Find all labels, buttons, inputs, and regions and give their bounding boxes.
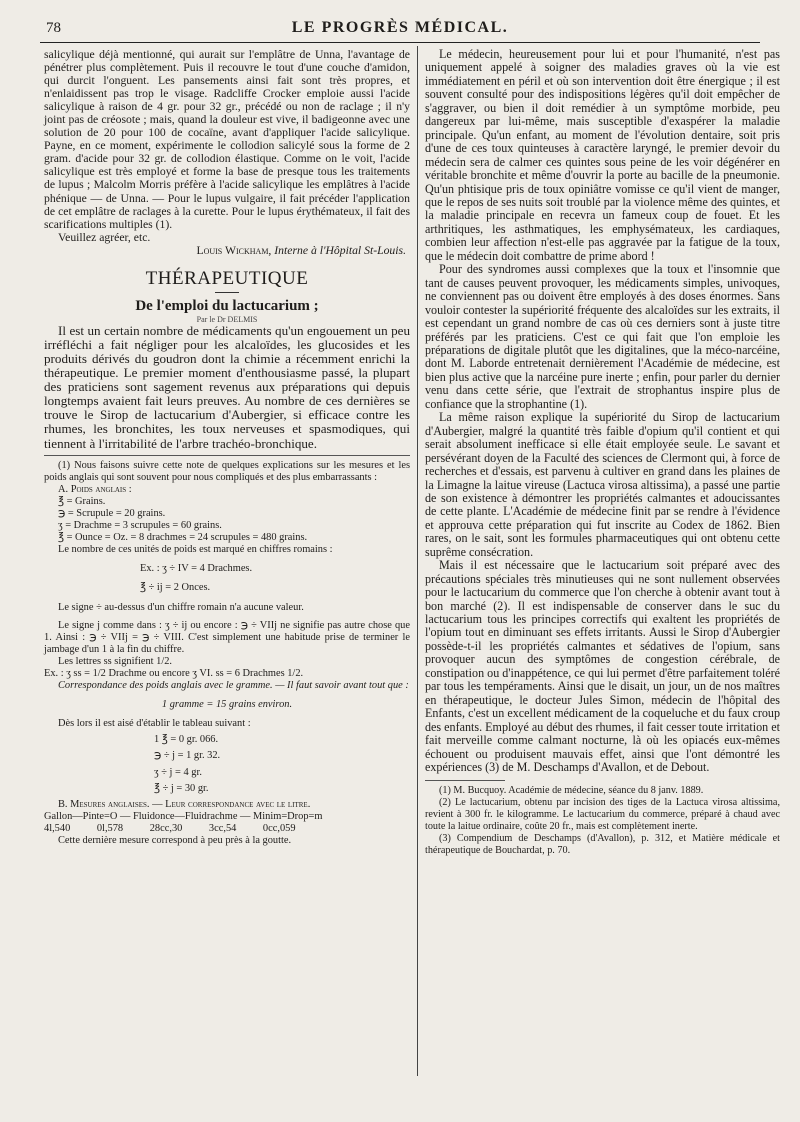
footnote: (3) Compendium de Deschamps (d'Avallon), p. 312, et Matière médicale et thérapeutique de Bouchardat, p. 70.	[425, 833, 780, 856]
section-title: THÉRAPEUTIQUE	[145, 267, 309, 289]
page-header	[40, 14, 760, 43]
byline: Par le Dr DELMIS	[196, 315, 258, 325]
weight-def: ʒ = Drachme = 3 scrupules = 60 grains.	[58, 520, 222, 532]
measures-note: Cette dernière mesure correspond à peu près à la goutte.	[58, 835, 292, 846]
weight-def: ℈ = Scrupule = 20 grains.	[58, 507, 166, 519]
footnote-note: Correspondance des poids anglais avec le gramme. — Il faut savoir avant tout que :	[58, 680, 409, 692]
paragraph: salicylique déjà mentionné, qui aurait sur l'emplâtre de Unna, l'avantage de pénétrer plus complètement. Puis il recouvre le tout d'une couche d'amidon, qui durcit l'onguent. Les pansements ainsi fait sont très propres, et n'enlaidissent pas trop le visage. Radcliffe Crocker emploie aussi l'acide salicylique à raison de 4 gr. pour 32 gr., précédé ou non de raclage ; il n'y joint pas de créosote ; mais, quand la douleur est vive, il badigeonne avec une solution de 20 pour 100 de cocaïne, avant d'appliquer l'acide salicylique. Payne, en ce moment, expérimente le collodion salicylé sous la forme de 2 gram. d'acide pour 32 gr. de collodion élastique. Comme on le voit, l'acide salicylique est très employé et forme la base de presque tous les traitements de lupus ; Malcolm Morris préfère à l'acide salicylique les emplâtres à l'acide phénique — de Unna. — Pour le lupus vulgaire, il fait précéder l'application de cet emplâtre de raclages à la curette. Pour le lupus érythémateux, il fait des scarifications multiples (1).	[44, 48, 410, 231]
article-title: De l'emploi du lactucarium ;	[135, 298, 319, 315]
article-paragraph: Il est un certain nombre de médicaments qu'un engouement un peu irréfléchi a fait négliger pour les alcaloïdes, les glucosides et les produits dérivés du goudron dont la chimie a récemment enrichi la thérapeutique. Le premier moment d'enthousiasme passé, la plupart des praticiens sont sagement revenus aux préparations qui depuis longtemps avaient fait leurs preuves. Au nombre de ces dernières se trouve le Sirop de lactucarium d'Aubergier, si efficace contre les rhumes, les bronchites, les toux nerveuses et spasmodiques, qui tiennent à l'irritabilité de l'arbre trachéo-bronchique.	[44, 323, 410, 451]
title-rule	[215, 292, 239, 293]
signature	[44, 244, 410, 257]
footnote-note: Le signe j comme dans : ʒ ÷ ij ou encore : ℈ ÷ VIIj ne signifie pas autre chose que 1. Ainsi : ℈ ÷ VIIj = ℈ ÷ VIII. C'est simplement une habitude prise de terminer le jambage d'un 1 à la fin du chiffre.	[44, 619, 410, 655]
left-column	[44, 48, 410, 847]
table-row: 1 ℥ = 0 gr. 066.	[154, 734, 219, 746]
footnote-note: Le signe ÷ au-dessus d'un chiffre romain n'a aucune valeur.	[58, 601, 304, 613]
footnote-note: Les lettres ss signifient 1/2.	[58, 655, 172, 667]
closing: Veuillez agréer, etc.	[58, 230, 151, 244]
example-line: ℥ ÷ ij = 2 Onces.	[140, 582, 211, 594]
footnote-note: Le nombre de ces unités de poids est marqué en chiffres romains :	[58, 544, 333, 556]
signature-name: Louis Wickham,	[196, 243, 272, 257]
article-paragraph: Mais il est nécessaire que le lactucarium soit préparé avec des précautions spéciales très minutieuses qui ne sont nullement observées pour le lactucarium du commerce que l'on cherche à obtenir avant tout à bon marché (2). Il est indispensable de conserver dans le suc du lactucarium tous les principes correctifs qui exaltent les propriétés de l'opium tout en diminuant ses effets irritants. Aussi le Sirop d'Aubergier possède-t-il les propriétés calmantes et sédatives de l'opium, sans provoquer aucun des symptômes de congestion cérébrale, de constipation ou d'inappétence, ce qui lui permet d'être parfaitement toléré par tous les tempéraments. Ainsi que le disait, un jour, un de nos maîtres en thérapeutique, le docteur Jules Simon, médecin de l'hôpital des Enfants, c'est un excellent médicament de la coqueluche et du faux croup des enfants. Employé au début des rhumes, il fait cesser toute irritation et fait merveille comme calmant nocturne, là où les opiacés eux-mêmes échouent ou produisent mauvais effet, ainsi que l'ont démontré les expériences (3) de M. Deschamps d'Avallon, et de Debout.	[425, 558, 780, 775]
article-paragraph: Pour des syndromes aussi complexes que la toux et l'insomnie que tant de causes peuvent provoquer, les médicaments simples, univoques, ne conviennent pas ou doivent être employés à des doses énormes. Sans vouloir contester la supériorité fréquente des alcaloïdes sur les extraits, il est cependant un grand nombre de cas où ces derniers sont à juste titre préférés par les praticiens. C'est ce qui fait que l'on emploie les préparations de digitale plutôt que les digitalines, que la méco-narcéine, dont M. Laborde entretenait dernièrement l'Académie de médecine, est bien plus active que la narcéine pure inerte ; enfin, pour parler du dernier venu dans cette série, que l'extrait de strophantus inspire plus de confiance que la strophantine (1).	[425, 262, 780, 411]
weights-heading: A. Poids anglais :	[58, 483, 132, 495]
footnotes-right	[425, 785, 780, 856]
column-divider	[417, 46, 418, 1076]
article-paragraph: Le médecin, heureusement pour lui et pour l'humanité, n'est pas uniquement appelé à soigner des maladies graves où la vie est immédiatement en péril et où son intervention doit être énergique ; il est souvent consulté pour des indispositions légères qu'il doit empêcher de s'aggraver, ou bien il doit remédier à un symptôme morbide, peu dangereux par lui-même, mais susceptible d'exaspérer la maladie principale. Qu'un enfant, au moment de l'évolution dentaire, soit pris d'une de ces toux quinteuses à caractère laryngé, le premier devoir du médecin sera de calmer ces quintes sous peine de les voir dégénérer en véritable bronchite et même d'ouvrir la porte au bacille de la pneumonie. Qu'un phtisique pris de toux opiniâtre vomisse ce qu'il vient de manger, que le repos de ses nuits soit troublé par la violence même des quintes, et la maladie principale en recevra un fameux coup de fouet. Et les arthritiques, les asthmatiques, les emphysémateux, les cardiaques, combien leur affection n'est-elle pas aggravée par la fatigue de la toux, que le médecin doit combattre de prime abord !	[425, 47, 780, 263]
signature-role: Interne à l'Hôpital St-Louis.	[274, 243, 406, 257]
gram-equivalence: 1 gramme = 15 grains environ.	[161, 699, 293, 711]
table-row: ℥ ÷ j = 30 gr.	[154, 782, 209, 794]
measures-heading: B. Mesures anglaises. — Leur correspondance avec le litre.	[58, 798, 311, 810]
weight-def: ℥ = Grains.	[58, 495, 106, 507]
measures-values: 4l,540 0l,578 28cc,30 3cc,54 0cc,059	[44, 822, 296, 834]
footnote-rule	[44, 455, 410, 456]
weight-def: ℥ = Ounce = Oz. = 8 drachmes = 24 scrupules = 480 grains.	[58, 532, 308, 544]
measures-units: Gallon—Pinte=O — Fluidonce—Fluidrachme — Minim=Drop=m	[44, 810, 323, 822]
footnote-intro: (1) Nous faisons suivre cette note de quelques explications sur les mesures et les poids anglais qui sont souvent pour nous compliqués et des plus embarrassants :	[44, 459, 410, 483]
footnote-note: Ex. : ʒ ss = 1/2 Drachme ou encore ʒ VI. ss = 6 Drachmes 1/2.	[44, 667, 304, 679]
footnote: (1) M. Bucquoy. Académie de médecine, séance du 8 janv. 1889.	[439, 785, 704, 797]
right-column	[425, 48, 780, 857]
page-number: 78	[46, 20, 61, 36]
footnote-note: Dès lors il est aisé d'établir le tableau suivant :	[58, 718, 251, 730]
table-row: ʒ ÷ j = 4 gr.	[154, 766, 202, 778]
table-row: ℈ ÷ j = 1 gr. 32.	[154, 750, 221, 762]
footnote: (2) Le lactucarium, obtenu par incision des tiges de la Lactuca virosa altissima, revient à 300 fr. le kilogramme. Le lactucarium du commerce, préparé à chaud avec toute la laitue ordinaire, coûte 20 fr., mais est complètement inerte.	[425, 797, 780, 833]
footnote-rule	[425, 780, 505, 781]
example-line: Ex. : ʒ ÷ IV = 4 Drachmes.	[140, 563, 253, 575]
footnote-left	[44, 460, 410, 848]
running-title: LE PROGRÈS MÉDICAL.	[291, 19, 509, 36]
article-paragraph: La même raison explique la supériorité du Sirop de lactucarium d'Aubergier, malgré la quantité très faible d'opium qu'il contient et qui serait absolument inefficace si elle était employée seule. Le savant et persévérant doyen de la Faculté des sciences de Clermont qui, à force de recherches et d'essais, est parvenu à cultiver en grand dans les plaines de la Limagne la laitue vireuse (Lactuca virosa altissima), a passé une partie de son existence à démontrer les propriétés calmantes et adoucissantes de cette plante. L'Académie de médecine finit par se rendre à l'évidence et approuva cette préparation qui fut inscrite au Codex de 1862. Bien rares, on le sait, sont les formules pharmaceutiques qui ont obtenu cette suprême consécration.	[425, 410, 780, 559]
conversion-table	[44, 734, 410, 794]
